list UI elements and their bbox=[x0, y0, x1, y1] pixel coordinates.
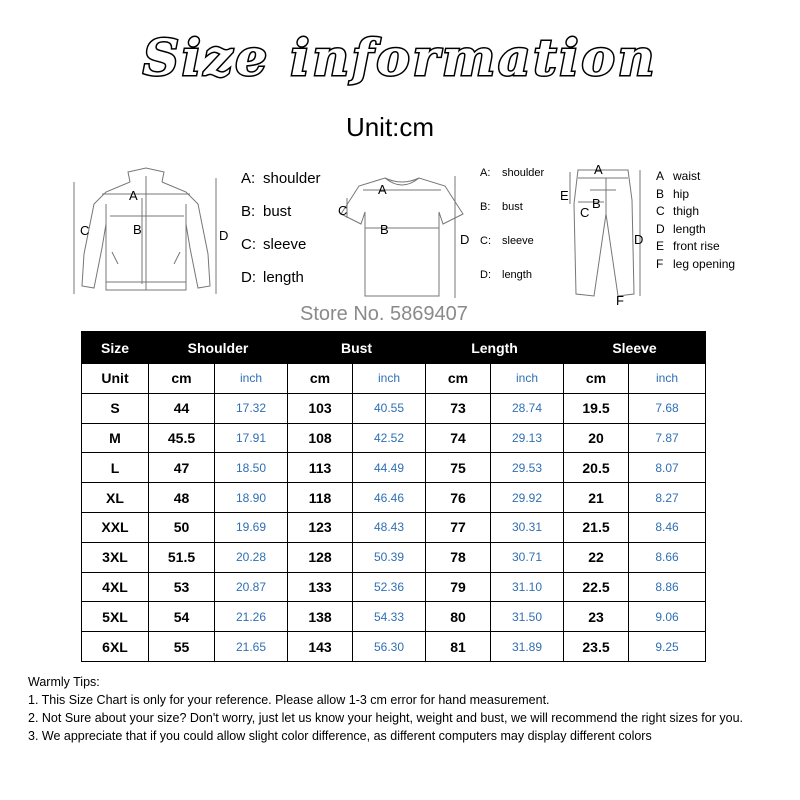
value-cell: 21.65 bbox=[215, 632, 288, 662]
value-cell: 81 bbox=[426, 632, 491, 662]
tips-heading: Warmly Tips: bbox=[28, 675, 100, 689]
value-cell: 8.07 bbox=[629, 453, 706, 483]
size-cell: S bbox=[82, 393, 149, 423]
size-cell: M bbox=[82, 423, 149, 453]
value-cell: 29.53 bbox=[491, 453, 564, 483]
tshirt-letter-c: C bbox=[338, 203, 348, 218]
jacket-letter-b: B bbox=[133, 222, 142, 237]
unit-cell: cm bbox=[564, 364, 629, 394]
legend-item: E front rise bbox=[656, 239, 720, 254]
size-cell: XL bbox=[82, 483, 149, 513]
tshirt-letter-d: D bbox=[460, 232, 470, 247]
table-header-row bbox=[82, 332, 706, 364]
value-cell: 133 bbox=[288, 572, 353, 602]
header-shoulder: Shoulder bbox=[149, 332, 288, 364]
value-cell: 20.87 bbox=[215, 572, 288, 602]
header-size: Size bbox=[82, 332, 149, 364]
table-row bbox=[82, 483, 706, 513]
value-cell: 40.55 bbox=[353, 393, 426, 423]
tips-line: 2. Not Sure about your size? Don't worry, just let us know your height, weight and bust, we will recommend the right sizes for you. bbox=[28, 711, 743, 725]
unit-cell: Unit bbox=[82, 364, 149, 394]
table-row bbox=[82, 632, 706, 662]
value-cell: 31.89 bbox=[491, 632, 564, 662]
value-cell: 53 bbox=[149, 572, 215, 602]
value-cell: 78 bbox=[426, 542, 491, 572]
value-cell: 28.74 bbox=[491, 393, 564, 423]
value-cell: 50.39 bbox=[353, 542, 426, 572]
legend-item: C thigh bbox=[656, 204, 700, 219]
value-cell: 56.30 bbox=[353, 632, 426, 662]
value-cell: 143 bbox=[288, 632, 353, 662]
page-title: Size information bbox=[142, 28, 658, 87]
value-cell: 75 bbox=[426, 453, 491, 483]
value-cell: 47 bbox=[149, 453, 215, 483]
tshirt-icon bbox=[335, 168, 470, 303]
value-cell: 8.66 bbox=[629, 542, 706, 572]
unit-cell: inch bbox=[215, 364, 288, 394]
value-cell: 20.5 bbox=[564, 453, 629, 483]
size-table bbox=[81, 331, 706, 662]
value-cell: 79 bbox=[426, 572, 491, 602]
value-cell: 8.46 bbox=[629, 512, 706, 542]
value-cell: 30.31 bbox=[491, 512, 564, 542]
value-cell: 18.90 bbox=[215, 483, 288, 513]
value-cell: 9.25 bbox=[629, 632, 706, 662]
value-cell: 17.32 bbox=[215, 393, 288, 423]
value-cell: 51.5 bbox=[149, 542, 215, 572]
value-cell: 19.69 bbox=[215, 512, 288, 542]
legend-item: D: length bbox=[480, 269, 532, 281]
pants-letter-e: E bbox=[560, 188, 569, 203]
legend-item: A: shoulder bbox=[241, 170, 321, 187]
value-cell: 44.49 bbox=[353, 453, 426, 483]
value-cell: 20.28 bbox=[215, 542, 288, 572]
unit-cell: cm bbox=[426, 364, 491, 394]
legend-item: A waist bbox=[656, 169, 701, 183]
unit-cell: inch bbox=[629, 364, 706, 394]
warmly-tips bbox=[28, 673, 743, 745]
value-cell: 19.5 bbox=[564, 393, 629, 423]
header-bust: Bust bbox=[288, 332, 426, 364]
value-cell: 54.33 bbox=[353, 602, 426, 632]
value-cell: 48.43 bbox=[353, 512, 426, 542]
table-row bbox=[82, 602, 706, 632]
value-cell: 21.5 bbox=[564, 512, 629, 542]
value-cell: 54 bbox=[149, 602, 215, 632]
legend-item: C: sleeve bbox=[241, 236, 307, 253]
table-row bbox=[82, 512, 706, 542]
value-cell: 44 bbox=[149, 393, 215, 423]
value-cell: 8.86 bbox=[629, 572, 706, 602]
value-cell: 74 bbox=[426, 423, 491, 453]
header-length: Length bbox=[426, 332, 564, 364]
size-cell: XXL bbox=[82, 512, 149, 542]
value-cell: 50 bbox=[149, 512, 215, 542]
value-cell: 108 bbox=[288, 423, 353, 453]
value-cell: 20 bbox=[564, 423, 629, 453]
legend-item: F leg opening bbox=[656, 256, 736, 271]
legend-item: B hip bbox=[656, 186, 690, 201]
value-cell: 103 bbox=[288, 393, 353, 423]
size-cell: 5XL bbox=[82, 602, 149, 632]
value-cell: 17.91 bbox=[215, 423, 288, 453]
value-cell: 73 bbox=[426, 393, 491, 423]
legend-item: D: length bbox=[241, 269, 304, 286]
unit-cell: inch bbox=[353, 364, 426, 394]
unit-cell: inch bbox=[491, 364, 564, 394]
legend-item: D length bbox=[656, 221, 706, 236]
size-cell: 4XL bbox=[82, 572, 149, 602]
value-cell: 23 bbox=[564, 602, 629, 632]
pants-letter-d: D bbox=[634, 232, 644, 247]
tshirt-legend bbox=[480, 156, 544, 292]
value-cell: 29.92 bbox=[491, 483, 564, 513]
value-cell: 21.26 bbox=[215, 602, 288, 632]
jacket-letter-c: C bbox=[80, 223, 90, 238]
table-row bbox=[82, 542, 706, 572]
size-cell: L bbox=[82, 453, 149, 483]
value-cell: 52.36 bbox=[353, 572, 426, 602]
value-cell: 45.5 bbox=[149, 423, 215, 453]
legend-item: A: shoulder bbox=[480, 167, 545, 179]
value-cell: 48 bbox=[149, 483, 215, 513]
jacket-icon bbox=[72, 164, 222, 304]
value-cell: 80 bbox=[426, 602, 491, 632]
table-row bbox=[82, 423, 706, 453]
value-cell: 113 bbox=[288, 453, 353, 483]
jacket-letter-d: D bbox=[219, 228, 229, 243]
unit-cell: cm bbox=[288, 364, 353, 394]
header-sleeve: Sleeve bbox=[564, 332, 706, 364]
jacket-legend bbox=[241, 162, 321, 294]
value-cell: 21 bbox=[564, 483, 629, 513]
tshirt-letter-b: B bbox=[380, 222, 389, 237]
value-cell: 29.13 bbox=[491, 423, 564, 453]
size-cell: 3XL bbox=[82, 542, 149, 572]
value-cell: 42.52 bbox=[353, 423, 426, 453]
value-cell: 8.27 bbox=[629, 483, 706, 513]
garment-diagrams bbox=[0, 150, 800, 310]
pants-letter-a: A bbox=[594, 162, 603, 177]
value-cell: 118 bbox=[288, 483, 353, 513]
value-cell: 22.5 bbox=[564, 572, 629, 602]
jacket-letter-a: A bbox=[129, 188, 138, 203]
legend-item: B: bust bbox=[480, 201, 523, 213]
value-cell: 31.10 bbox=[491, 572, 564, 602]
legend-item: C: sleeve bbox=[480, 235, 534, 247]
unit-label: Unit:cm bbox=[345, 112, 435, 142]
size-cell: 6XL bbox=[82, 632, 149, 662]
pants-legend bbox=[656, 168, 735, 274]
table-row bbox=[82, 393, 706, 423]
store-label: Store No. 5869407 bbox=[300, 303, 468, 325]
value-cell: 55 bbox=[149, 632, 215, 662]
value-cell: 30.71 bbox=[491, 542, 564, 572]
value-cell: 76 bbox=[426, 483, 491, 513]
tips-line: 1. This Size Chart is only for your reference. Please allow 1-3 cm error for hand measurement. bbox=[28, 693, 550, 707]
legend-item: B: bust bbox=[241, 203, 292, 220]
value-cell: 46.46 bbox=[353, 483, 426, 513]
tshirt-letter-a: A bbox=[378, 182, 387, 197]
table-row bbox=[82, 453, 706, 483]
value-cell: 18.50 bbox=[215, 453, 288, 483]
value-cell: 138 bbox=[288, 602, 353, 632]
value-cell: 31.50 bbox=[491, 602, 564, 632]
value-cell: 23.5 bbox=[564, 632, 629, 662]
pants-letter-c: C bbox=[580, 205, 590, 220]
pants-letter-b: B bbox=[592, 196, 601, 211]
unit-cell: cm bbox=[149, 364, 215, 394]
value-cell: 77 bbox=[426, 512, 491, 542]
value-cell: 9.06 bbox=[629, 602, 706, 632]
table-row bbox=[82, 572, 706, 602]
value-cell: 7.68 bbox=[629, 393, 706, 423]
table-unit-row bbox=[82, 364, 706, 394]
pants-letter-f: F bbox=[616, 293, 624, 308]
value-cell: 128 bbox=[288, 542, 353, 572]
value-cell: 22 bbox=[564, 542, 629, 572]
value-cell: 7.87 bbox=[629, 423, 706, 453]
value-cell: 123 bbox=[288, 512, 353, 542]
tips-line: 3. We appreciate that if you could allow slight color difference, as different computers may display different colors bbox=[28, 729, 652, 743]
